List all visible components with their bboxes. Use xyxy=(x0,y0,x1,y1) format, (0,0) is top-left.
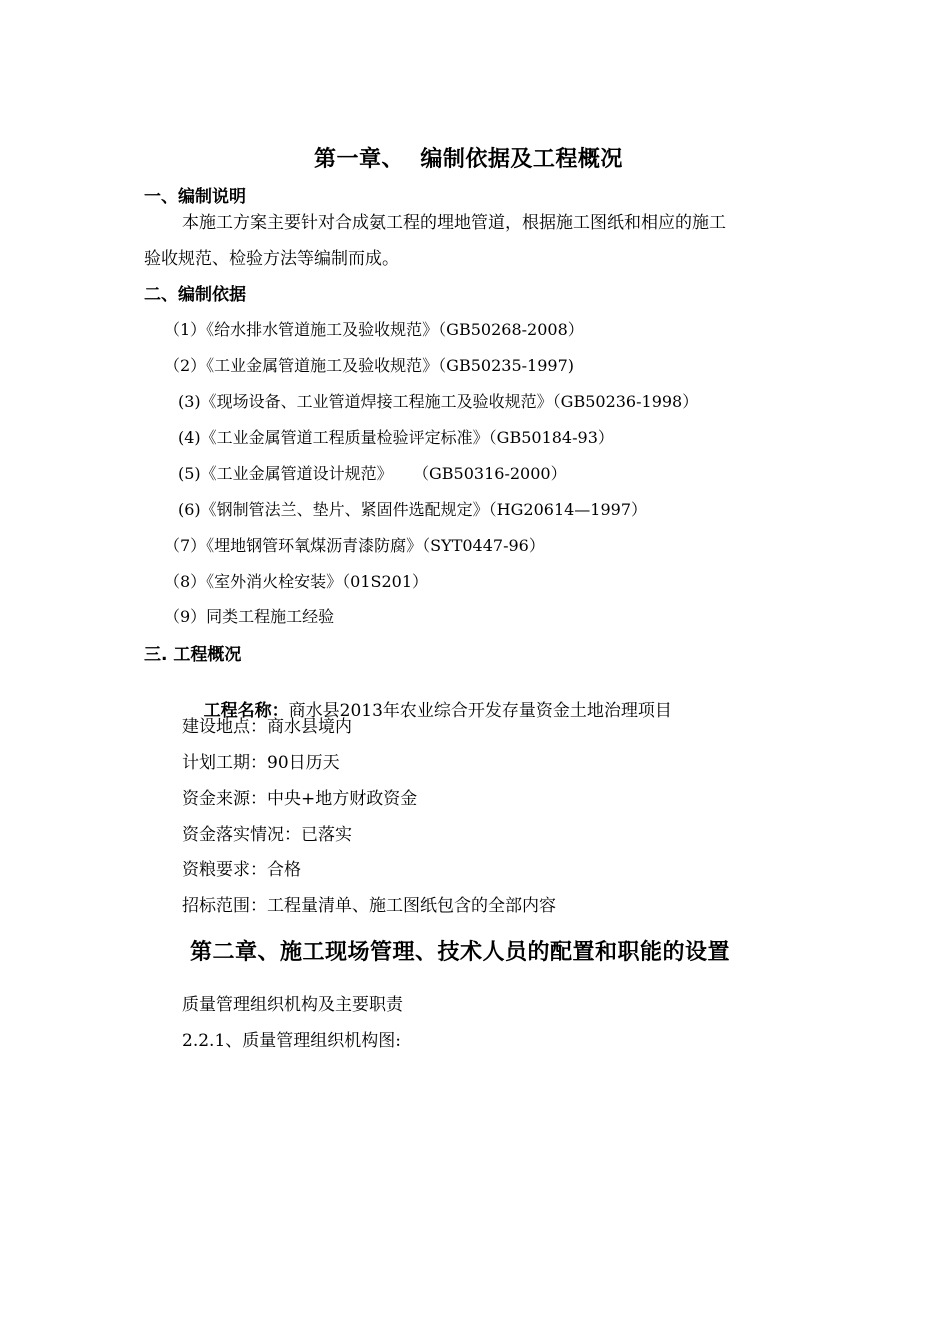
reference-item-2: （2）《工业金属管道施工及验收规范》（GB50235-1997) xyxy=(164,356,574,375)
chapter2-line2: 2.2.1、质量管理组织机构图: xyxy=(182,1031,401,1051)
reference-item-4: (4)《工业金属管道工程质量检验评定标准》（GB50184-93） xyxy=(178,428,614,447)
reference-item-8: （8）《室外消火栓安装》（01S201） xyxy=(164,572,429,591)
reference-item-6: (6)《钢制管法兰、垫片、紧固件选配规定》（HG20614—1997） xyxy=(178,500,648,519)
overview-row-funding-source: 资金来源：中央+地方财政资金 xyxy=(182,789,418,809)
reference-item-7: （7）《埋地钢管环氧煤沥青漆防腐》（SYT0447-96） xyxy=(164,536,545,555)
overview-row-location: 建设地点：商水县境内 xyxy=(182,717,352,737)
reference-item-9: （9）同类工程施工经验 xyxy=(164,607,335,626)
chapter2-line1: 质量管理组织机构及主要职责 xyxy=(182,995,403,1015)
overview-row-schedule: 计划工期：90日历天 xyxy=(182,753,340,773)
section1-heading: 一、编制说明 xyxy=(144,187,246,207)
section3-heading: 三. 工程概况 xyxy=(144,645,242,665)
overview-row-funding-status: 资金落实情况：已落实 xyxy=(182,825,352,845)
section1-paragraph-line1: 本施工方案主要针对合成氨工程的埋地管道，根据施工图纸和相应的施工 xyxy=(182,213,726,233)
overview-row-scope: 招标范围：工程量清单、施工图纸包含的全部内容 xyxy=(182,896,556,916)
project-name-value: 商水县2013年农业综合开发存量资金土地治理项目 xyxy=(288,701,672,721)
chapter1-title: 第一章、 编制依据及工程概况 xyxy=(314,147,623,172)
reference-item-3: (3)《现场设备、工业管道焊接工程施工及验收规范》（GB50236-1998） xyxy=(178,392,699,411)
project-name-label: 工程名称： xyxy=(203,701,289,721)
section2-heading: 二、编制依据 xyxy=(144,285,246,305)
reference-item-1: （1）《给水排水管道施工及验收规范》（GB50268-2008） xyxy=(164,320,584,339)
reference-item-5: (5)《工业金属管道设计规范》 （GB50316-2000） xyxy=(178,464,567,483)
overview-row-quality: 资粮要求：合格 xyxy=(182,860,301,880)
chapter2-title: 第二章、施工现场管理、技术人员的配置和职能的设置 xyxy=(190,940,731,965)
section1-paragraph-line2: 验收规范、检验方法等编制而成。 xyxy=(144,249,399,269)
